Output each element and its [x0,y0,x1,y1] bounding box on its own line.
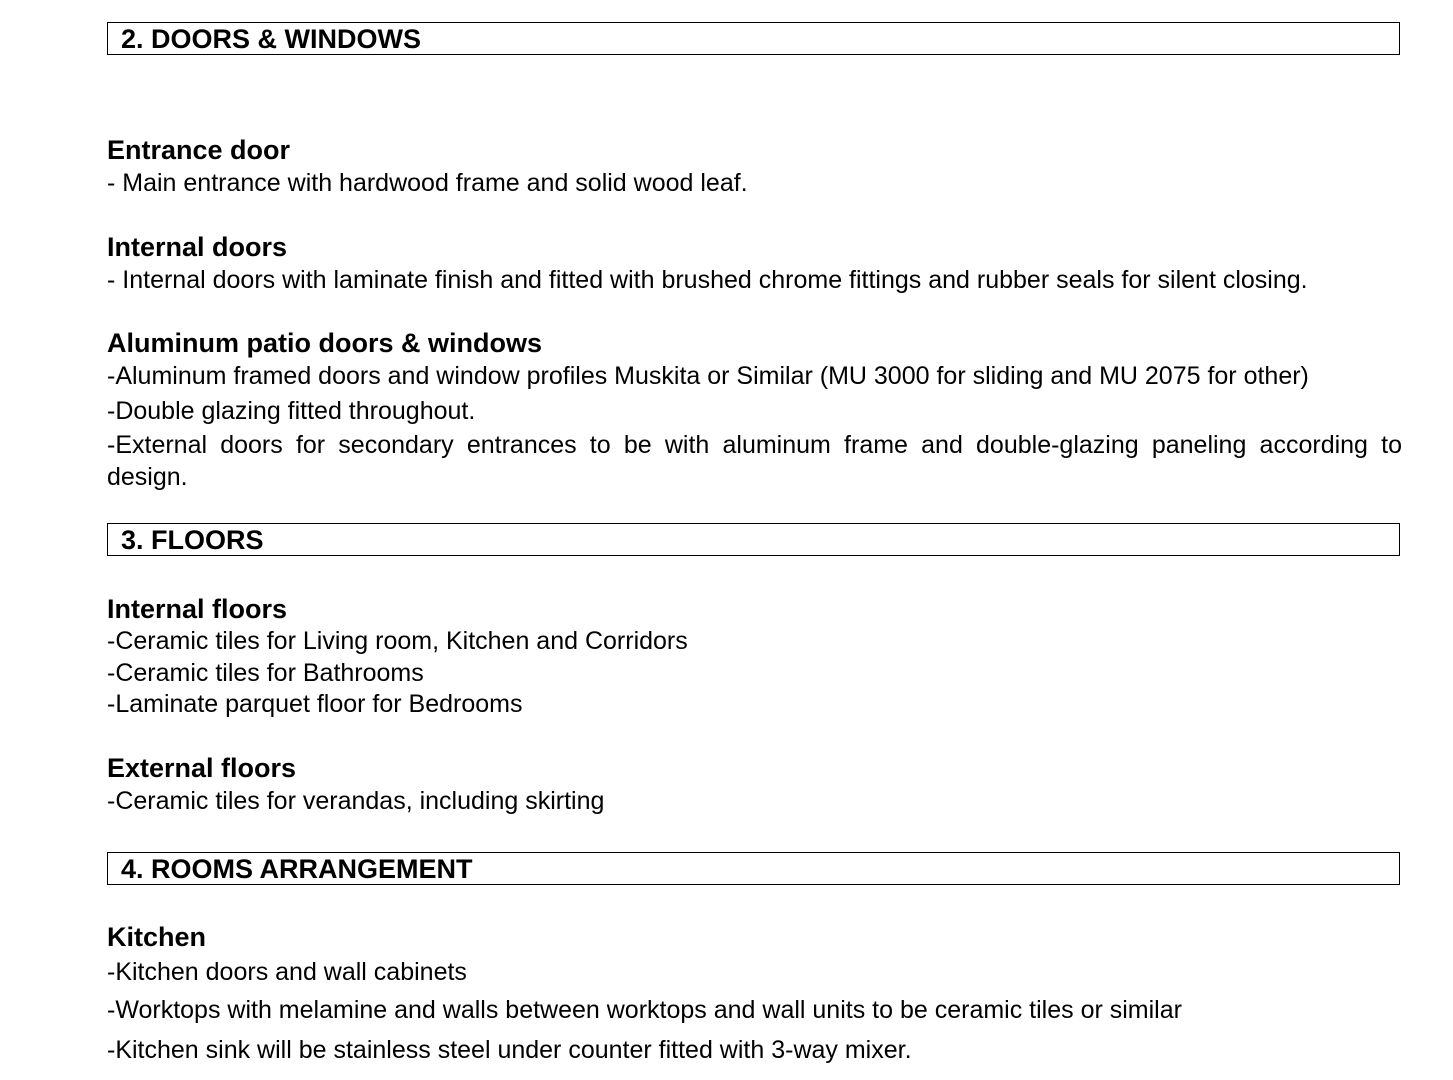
section-header-floors [107,523,1400,556]
item-aluminum-profiles: -Aluminum framed doors and window profiles Muskita or Similar (MU 3000 for sliding and MU 2075 for other) [107,362,1309,390]
heading-kitchen: Kitchen [107,922,207,952]
heading-external-floors: External floors [107,753,297,783]
heading-internal-floors: Internal floors [107,594,288,624]
heading-entrance-door: Entrance door [107,135,291,165]
item-kitchen-doors: -Kitchen doors and wall cabinets [107,958,467,986]
item-ceramic-verandas: -Ceramic tiles for verandas, including skirting [107,787,605,815]
section-header-rooms-arrangement [107,852,1400,885]
item-kitchen-sink: -Kitchen sink will be stainless steel under counter fitted with 3-way mixer. [107,1036,912,1064]
heading-internal-doors: Internal doors [107,232,288,262]
section-title: 4. ROOMS ARRANGEMENT [121,854,473,884]
heading-aluminum-doors-windows: Aluminum patio doors & windows [107,328,542,358]
item-entrance-door: - Main entrance with hardwood frame and solid wood leaf. [107,169,748,197]
item-internal-doors: - Internal doors with laminate finish and fitted with brushed chrome fittings and rubber seals for silent closing. [107,266,1308,294]
section-title: 3. FLOORS [121,525,264,555]
item-worktops: -Worktops with melamine and walls between worktops and wall units to be ceramic tiles or similar [107,996,1182,1024]
item-double-glazing: -Double glazing fitted throughout. [107,397,476,425]
section-header-doors-windows [107,22,1400,55]
item-laminate-bedrooms: -Laminate parquet floor for Bedrooms [107,690,523,718]
item-ceramic-living: -Ceramic tiles for Living room, Kitchen and Corridors [107,627,688,655]
item-ceramic-bathrooms: -Ceramic tiles for Bathrooms [107,659,424,687]
item-external-doors: -External doors for secondary entrances to be with aluminum frame and double-glazing paneling according to design. [107,431,1402,491]
section-title: 2. DOORS & WINDOWS [121,24,422,54]
